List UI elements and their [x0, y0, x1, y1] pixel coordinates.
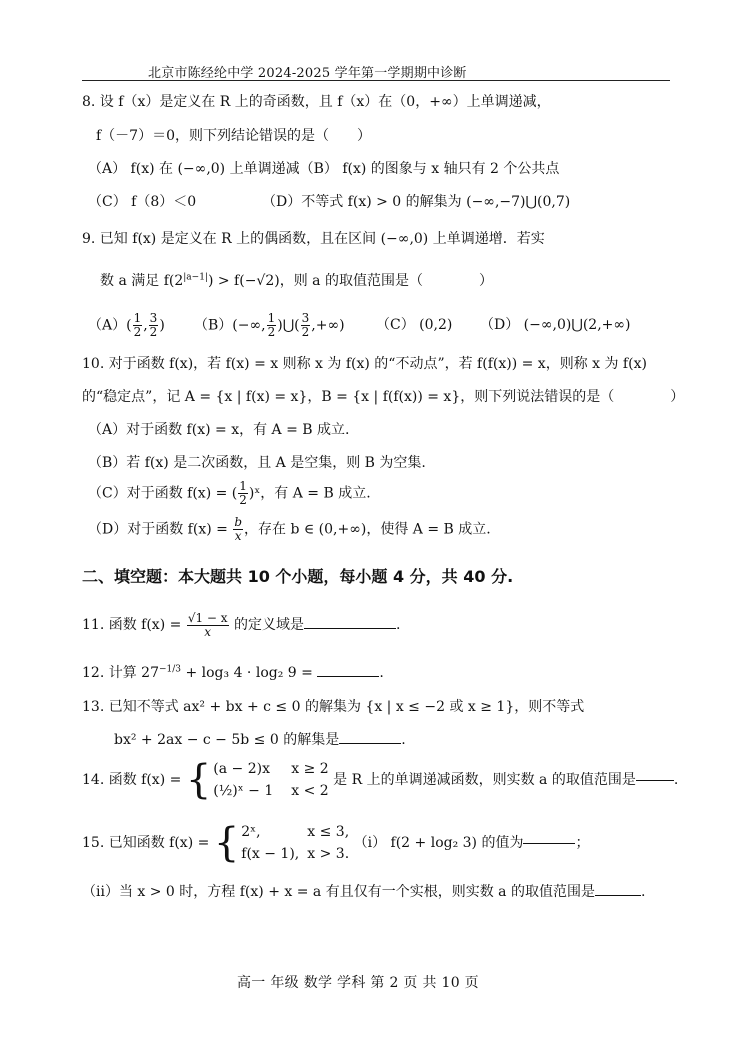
- frac-denominator: 2: [133, 325, 142, 339]
- q10-frac-half: [238, 480, 248, 507]
- case-expression: (a − 2)x: [213, 761, 270, 777]
- q9-frac-three-halves: [149, 312, 159, 339]
- q15-part2-answer-blank[interactable]: [595, 895, 641, 896]
- q10-line1: 10. 对于函数 f(x)，若 f(x) = x 则称 x 为 f(x) 的“不动点”，若 f(f(x)) = x，则称 x 为 f(x): [82, 356, 647, 372]
- q11-post: 的定义域是: [234, 617, 304, 633]
- case-expression: (½)ˣ − 1: [213, 783, 274, 799]
- q10-option-c-pre: （C）对于函数 f(x) = (: [88, 485, 238, 502]
- q12-answer-blank[interactable]: [317, 676, 379, 677]
- q15-part1-answer-blank[interactable]: [523, 843, 575, 844]
- q9-line2: [100, 272, 493, 290]
- frac-denominator: 2: [301, 325, 310, 339]
- q9-frac-half: [133, 312, 143, 339]
- q9-line1: 9. 已知 f(x) 是定义在 R 上的偶函数，且在区间 (−∞,0) 上单调递增．若实: [82, 231, 545, 247]
- q10-option-c: [88, 480, 371, 507]
- q11-fraction: [187, 612, 229, 639]
- q14-pre: 14. 函数 f(x) =: [82, 772, 182, 788]
- left-brace: {: [185, 757, 212, 803]
- q13-end: .: [401, 732, 406, 748]
- q8-line2: f（－7）＝0，则下列结论错误的是（ ）: [96, 128, 371, 144]
- q10-option-d-post: ，存在 b ∈ (0,+∞)，使得 A = B 成立.: [244, 521, 491, 538]
- q13-answer-blank[interactable]: [339, 743, 401, 744]
- q14-line: [82, 757, 678, 803]
- q15-pre: 15. 已知函数 f(x) =: [82, 835, 210, 851]
- q9-option-b: （B）(−∞, $\frac{1}{2}$ )⋃( $\frac{3}{2}$ ,+∞): [194, 311, 345, 339]
- q10-option-d-pre: （D）对于函数 f(x) =: [88, 521, 228, 538]
- q14-post: 是 R 上的单调递减函数，则实数 a 的取值范围是: [333, 772, 636, 788]
- q10-option-a: （A）对于函数 f(x) = x，有 A = B 成立.: [88, 422, 350, 438]
- q8-line1: 8. 设 f（x）是定义在 R 上的奇函数，且 f（x）在（0，+∞）上单调递减，: [82, 94, 551, 110]
- q10-frac-b-over-x: [233, 516, 243, 543]
- q9-frac-half: [267, 312, 277, 339]
- q12-rest: + log₃ 4 · log₂ 9 =: [181, 665, 313, 681]
- q12-exponent: −1/3: [158, 664, 182, 675]
- header-rule: [82, 80, 670, 81]
- header-title: 北京市陈经纶中学 2024-2025 学年第一学期期中诊断: [148, 66, 467, 81]
- q9-line2-post: ) > f(−√2)，则 a 的取值范围是（ ）: [207, 273, 493, 289]
- q15-line1: [82, 820, 589, 866]
- q9-line2-pre: 数 a 满足 f(2: [100, 273, 184, 289]
- case-expression: f(x − 1),: [241, 846, 300, 862]
- q8-option-d: （D）不等式 f(x) > 0 的解集为 (−∞,−7)⋃(0,7): [262, 194, 571, 210]
- frac-numerator: 3: [149, 311, 158, 325]
- frac-numerator: 1: [239, 479, 247, 493]
- q10-option-d: [88, 516, 491, 543]
- left-brace: {: [213, 820, 240, 866]
- q11-end: .: [396, 617, 401, 633]
- q14-case-1: [213, 758, 328, 780]
- q9-option-a-label: （A）(: [88, 317, 132, 334]
- frac-numerator: 3: [301, 311, 310, 325]
- page-footer: 高一 年级 数学 学科 第 2 页 共 10 页: [237, 975, 479, 991]
- q15-part1-end: ；: [575, 835, 590, 851]
- frac-numerator: 1: [133, 311, 142, 325]
- frac-denominator: 2: [239, 493, 247, 507]
- case-condition: x < 2: [291, 783, 329, 799]
- q15-formula: [82, 820, 589, 866]
- frac-denominator: 2: [149, 325, 158, 339]
- q9-exponent: |a−1|: [183, 272, 208, 283]
- q12-text: 12. 计算 27: [82, 665, 159, 681]
- q9-option-b-label: （B）(−∞,: [194, 317, 266, 334]
- q15-cases: [241, 821, 349, 865]
- case-condition: x > 3.: [307, 846, 350, 862]
- q8-option-c: （C） f（8）＜0: [88, 194, 197, 210]
- q15-line2: [82, 883, 645, 901]
- q14-case-2: [213, 780, 328, 802]
- frac-numerator: √1 − x: [187, 610, 228, 625]
- q10-option-c-post: )ˣ，有 A = B 成立.: [248, 485, 371, 502]
- case-expression: 2ˣ,: [241, 824, 261, 840]
- q10-option-b: （B）若 f(x) 是二次函数，且 A 是空集，则 B 为空集.: [88, 455, 426, 471]
- q15-part2-end: .: [640, 884, 646, 900]
- frac-denominator: 2: [267, 325, 276, 339]
- section-2-heading: 二、填空题：本大题共 10 个小题，每小题 4 分，共 40 分.: [82, 567, 514, 586]
- q9-option-a: （A）( $\frac{1}{2}$ , $\frac{3}{2}$ ): [88, 311, 165, 339]
- q15-part1: （ⅰ） f(2 + log₂ 3) 的值为: [353, 835, 524, 851]
- q12-line: [82, 664, 384, 682]
- q11-pre: 11. 函数 f(x) =: [82, 617, 182, 633]
- q11-line: [82, 610, 400, 640]
- q15-case-2: [241, 843, 349, 865]
- q13-line1: 13. 已知不等式 ax² + bx + c ≤ 0 的解集为 {x | x ≤ −2 或 x ≥ 1}，则不等式: [82, 699, 585, 715]
- q14-answer-blank[interactable]: [636, 780, 674, 781]
- q14-cases: [213, 758, 328, 802]
- q10-line2: 的“稳定点”，记 A = {x | f(x) = x}，B = {x | f(f(x)) = x}，则下列说法错误的是（ ）: [82, 389, 685, 405]
- q15-case-1: [241, 821, 349, 843]
- frac-denominator: x: [234, 529, 242, 543]
- q8-option-a-b: （A） f(x) 在 (−∞,0) 上单调递减（B） f(x) 的图象与 x 轴只有 2 个公共点: [88, 161, 560, 177]
- case-condition: x ≤ 3,: [307, 824, 350, 840]
- frac-denominator: x: [204, 624, 212, 639]
- q9-frac-three-halves: [301, 312, 311, 339]
- q9-option-d: （D） (−∞,0)⋃(2,+∞): [480, 317, 631, 333]
- q15-part2: （ⅱ）当 x > 0 时，方程 f(x) + x = a 有且仅有一个实根，则实数 a 的取值范围是: [82, 884, 595, 900]
- q9-option-c: （C） (0,2): [376, 317, 453, 333]
- q12-end: .: [379, 665, 384, 681]
- frac-numerator: b: [234, 515, 242, 529]
- q11-answer-blank[interactable]: [304, 628, 396, 629]
- q14-formula: [82, 757, 678, 803]
- q13-line2: [114, 731, 406, 749]
- frac-numerator: 1: [267, 311, 276, 325]
- q14-end: .: [673, 772, 679, 788]
- case-condition: x ≥ 2: [291, 761, 329, 777]
- q13-line2-text: bx² + 2ax − c − 5b ≤ 0 的解集是: [114, 732, 340, 748]
